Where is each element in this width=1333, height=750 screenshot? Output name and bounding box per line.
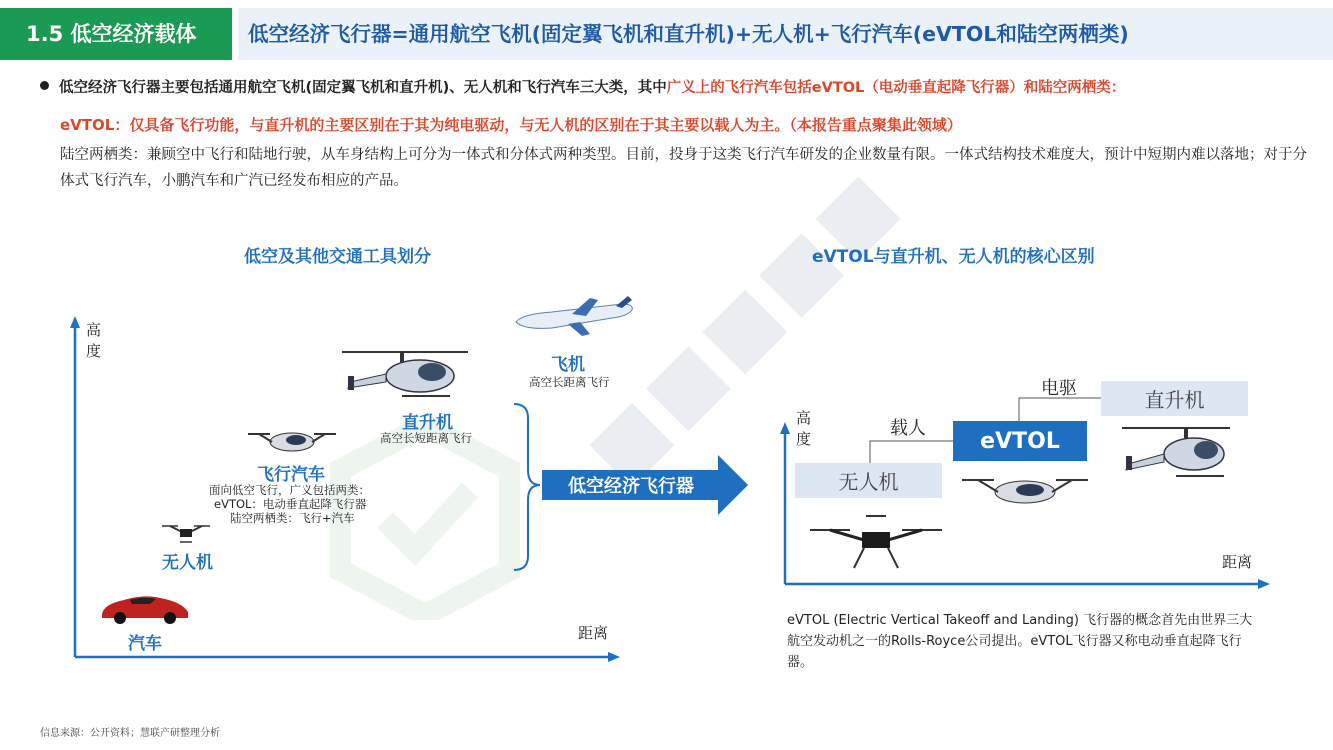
left-chart-title: 低空及其他交通工具划分 bbox=[244, 247, 431, 267]
agri-drone-image bbox=[806, 510, 946, 572]
vehicle-desc-helicopter: 高空长短距离飞行 bbox=[380, 431, 472, 445]
right-chart-title: eVTOL与直升机、无人机的核心区别 bbox=[812, 247, 1095, 267]
right-x-axis-label: 距离 bbox=[1222, 553, 1253, 571]
vehicle-desc-airplane: 高空长距离飞行 bbox=[529, 375, 610, 389]
vehicle-name-car: 汽车 bbox=[128, 634, 162, 654]
page-title: 低空经济飞行器=通用航空飞机(固定翼飞机和直升机)+无人机+飞行汽车(eVTOL和陆空两栖类) bbox=[248, 22, 1129, 46]
vehicle-name-flying-car: 飞行汽车 bbox=[257, 465, 325, 485]
helicopter-image-right bbox=[1120, 414, 1232, 490]
vehicle-name-airplane: 飞机 bbox=[551, 355, 585, 375]
evtol-image bbox=[958, 470, 1092, 508]
connector-electric: 电驱 bbox=[1041, 378, 1077, 399]
vehicle-desc-flying-car-3: 陆空两栖类：飞行+汽车 bbox=[230, 511, 355, 525]
right-y-axis-label: 高度 bbox=[796, 409, 812, 448]
vehicle-name-helicopter: 直升机 bbox=[402, 413, 453, 433]
helicopter-box: 直升机 bbox=[1101, 381, 1248, 416]
arrow-label: 低空经济飞行器 bbox=[568, 476, 694, 497]
source-text: 信息来源：公开资料；慧联产研整理分析 bbox=[40, 728, 220, 739]
intro-bullet-highlight: 广义上的飞行汽车包括eVTOL（电动垂直起降飞行器）和陆空两栖类： bbox=[666, 80, 1126, 96]
evtol-definition: eVTOL：仅具备飞行功能，与直升机的主要区别在于其为纯电驱动，与无人机的区别在于其主要以载人为主。（本报告重点聚集此领域） bbox=[60, 116, 962, 134]
left-x-axis-label: 距离 bbox=[578, 624, 609, 642]
intro-bullet-text: 低空经济飞行器主要包括通用航空飞机(固定翼飞机和直升机)、无人机和飞行汽车三大类，其中 bbox=[59, 80, 667, 96]
left-y-axis-label: 高度 bbox=[86, 321, 102, 360]
amphibious-definition: 陆空两栖类：兼顾空中飞行和陆地行驶，从车身结构上可分为一体式和分体式两种类型。目前，投身于这类飞行汽车研发的企业数量有限。一体式结构技术难度大，预计中短期内难以落地；对于分体式飞行汽车，小鹏汽车和广汽已经发布相应的产品。 bbox=[60, 147, 1307, 189]
evtol-box: eVTOL bbox=[953, 421, 1087, 461]
vehicle-desc-flying-car-2: eVTOL：电动垂直起降飞行器 bbox=[214, 497, 367, 511]
drone-box: 无人机 bbox=[795, 463, 942, 498]
vehicle-desc-flying-car-1: 面向低空飞行，广义包括两类： bbox=[209, 483, 370, 497]
vehicle-name-drone: 无人机 bbox=[162, 553, 213, 573]
section-tag: 1.5 低空经济载体 bbox=[0, 8, 232, 60]
connector-manned: 载人 bbox=[890, 418, 926, 439]
evtol-note: eVTOL (Electric Vertical Takeoff and Landing) 飞行器的概念首先由世界三大航空发动机之一的Rolls-Royce公司提出。eVTOL飞行器又称电动垂直起降飞行器。 bbox=[787, 613, 1253, 670]
